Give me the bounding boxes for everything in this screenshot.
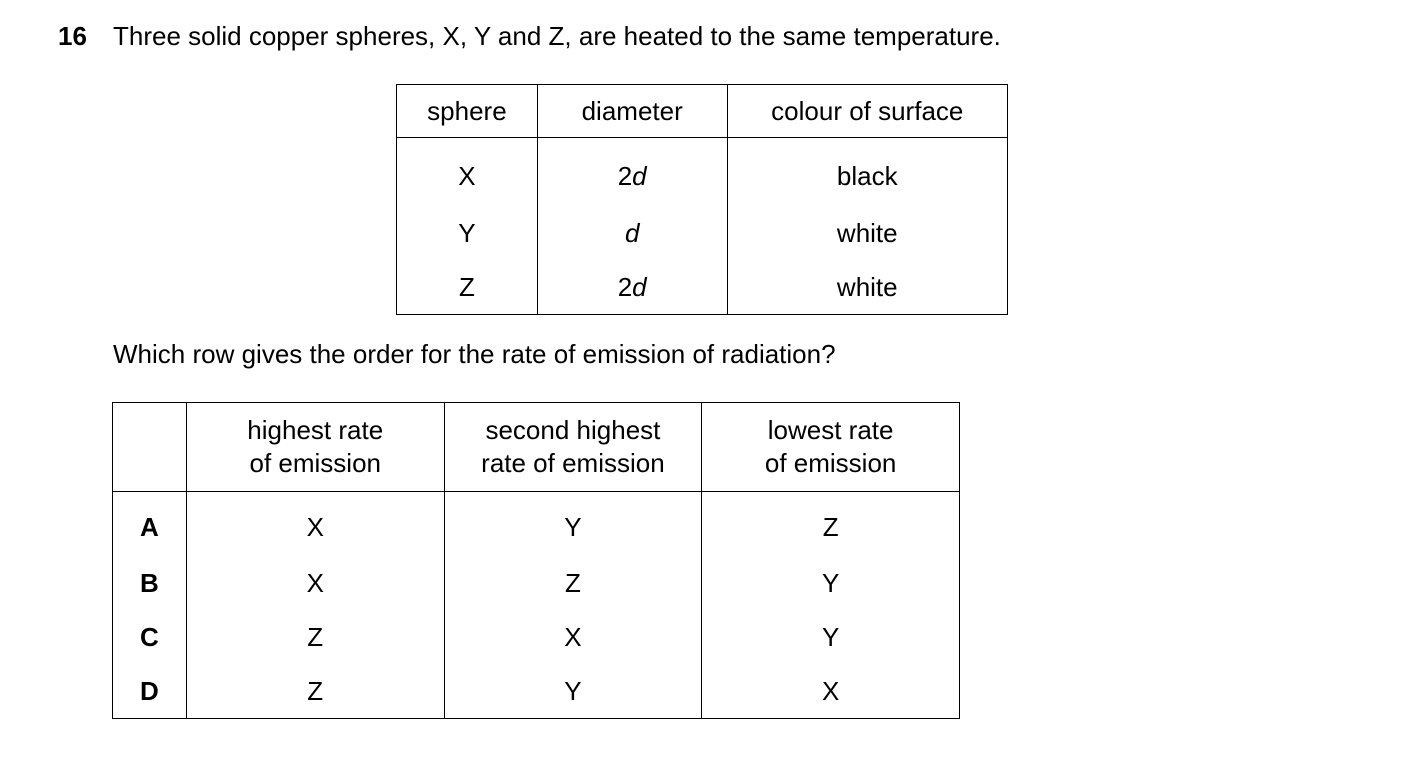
option-lowest: Y <box>702 556 960 610</box>
header-sphere: sphere <box>397 85 538 138</box>
sphere-diameter <box>537 260 727 315</box>
option-highest: Z <box>186 664 444 719</box>
sphere-name: X <box>397 138 538 207</box>
header-colour: colour of surface <box>727 85 1007 138</box>
option-key: B <box>113 556 187 610</box>
options-table-header <box>113 403 960 492</box>
option-row-a[interactable] <box>113 492 960 557</box>
sphere-table <box>396 84 1008 315</box>
diameter-value: d <box>624 217 640 248</box>
header-highest-line2: of emission <box>249 448 381 478</box>
sphere-colour: white <box>727 206 1007 260</box>
header-lowest <box>702 403 960 492</box>
header-highest-line1: highest rate <box>247 415 384 445</box>
sphere-colour: black <box>727 138 1007 207</box>
option-lowest: Z <box>702 492 960 557</box>
option-highest: X <box>186 556 444 610</box>
option-key: D <box>113 664 187 719</box>
option-second: Z <box>444 556 702 610</box>
option-second: X <box>444 610 702 664</box>
option-second: Y <box>444 664 702 719</box>
header-second-line1: second highest <box>485 415 661 445</box>
question-stem: Three solid copper spheres, X, Y and Z, are heated to the same temperature. <box>113 21 1001 51</box>
sphere-row <box>397 138 1008 207</box>
sphere-diameter <box>537 206 727 260</box>
option-row-b[interactable] <box>113 556 960 610</box>
sphere-diameter <box>537 138 727 207</box>
question-prompt: Which row gives the order for the rate of emission of radiation? <box>113 339 836 369</box>
option-highest: Z <box>186 610 444 664</box>
header-diameter: diameter <box>537 85 727 138</box>
header-second <box>444 403 702 492</box>
header-lowest-line1: lowest rate <box>767 415 894 445</box>
option-second: Y <box>444 492 702 557</box>
sphere-row <box>397 206 1008 260</box>
header-key-blank <box>113 403 187 492</box>
header-lowest-line2: of emission <box>764 448 897 478</box>
sphere-row <box>397 260 1008 315</box>
header-highest <box>186 403 444 492</box>
option-lowest: X <box>702 664 960 719</box>
header-second-line2: rate of emission <box>481 448 665 478</box>
question-number: 16 <box>58 21 87 51</box>
option-lowest: Y <box>702 610 960 664</box>
sphere-table-header <box>397 85 1008 138</box>
option-highest: X <box>186 492 444 557</box>
diameter-value: 2d <box>617 271 647 302</box>
option-key: C <box>113 610 187 664</box>
sphere-name: Y <box>397 206 538 260</box>
option-row-d[interactable] <box>113 664 960 719</box>
option-key: A <box>113 492 187 557</box>
option-row-c[interactable] <box>113 610 960 664</box>
sphere-name: Z <box>397 260 538 315</box>
sphere-colour: white <box>727 260 1007 315</box>
options-table <box>112 402 960 719</box>
diameter-value: 2d <box>617 160 647 191</box>
